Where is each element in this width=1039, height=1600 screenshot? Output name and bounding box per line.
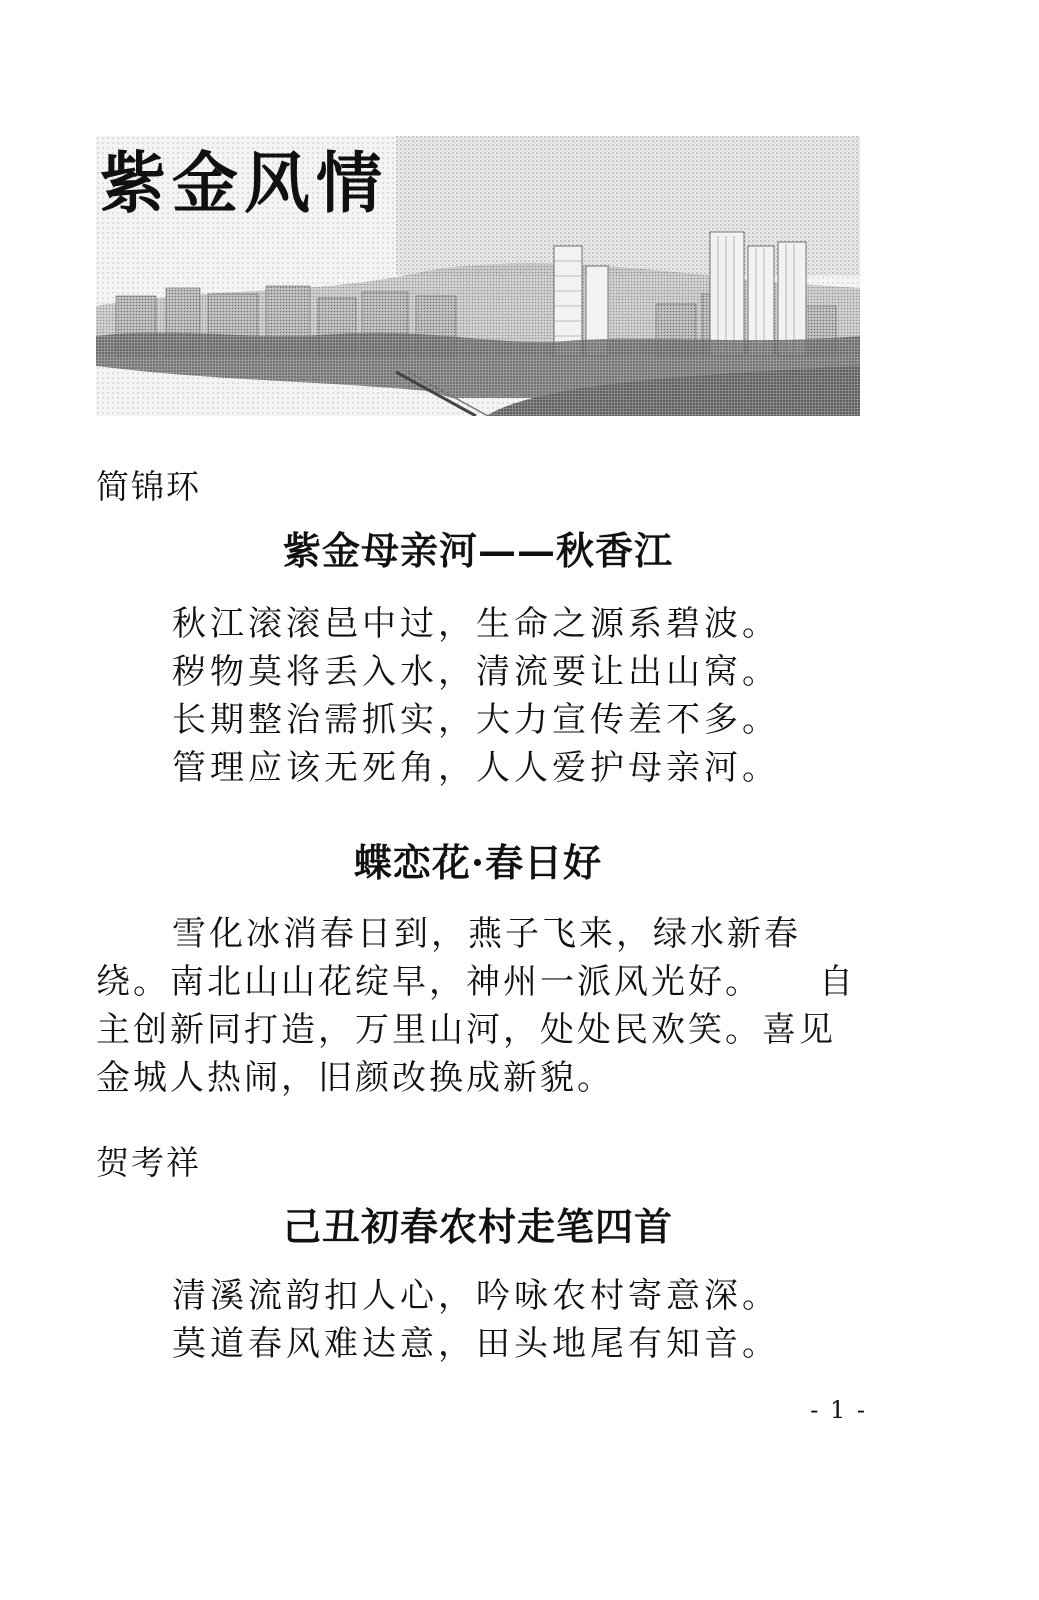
author-name: 贺考祥 [96, 1143, 201, 1182]
poem-title: 己丑初春农村走笔四首 [282, 1204, 673, 1249]
verse-line: 管理应该无死角，人人爱护母亲河。 [172, 748, 780, 788]
page-number: - 1 - [810, 1396, 867, 1424]
poem-verse [172, 1272, 780, 1368]
verse-line: 清溪流韵扣人心，吟咏农村寄意深。 [172, 1276, 780, 1316]
author-name: 简锦环 [96, 467, 201, 506]
verse-line: 秽物莫将丢入水，清流要让出山窝。 [172, 652, 780, 692]
banner [96, 136, 860, 416]
poem-verse [172, 600, 780, 792]
banner-title: 紫金风情 [100, 144, 388, 222]
poem-title: 紫金母亲河——秋香江 [282, 528, 673, 573]
poem-paragraph: 雪化冰消春日到，燕子飞来，绿水新春绕。南北山山花绽早，神州一派风光好。 自主创新同打造，万里山河，处处民欢笑。喜见金城人热闹，旧颜改换成新貌。 [96, 914, 856, 1098]
verse-line: 莫道春风难达意，田头地尾有知音。 [172, 1324, 780, 1364]
verse-line: 长期整治需抓实，大力宣传差不多。 [172, 700, 780, 740]
verse-line: 秋江滚滚邑中过，生命之源系碧波。 [172, 604, 780, 644]
poem-title: 蝶恋花·春日好 [353, 840, 603, 885]
